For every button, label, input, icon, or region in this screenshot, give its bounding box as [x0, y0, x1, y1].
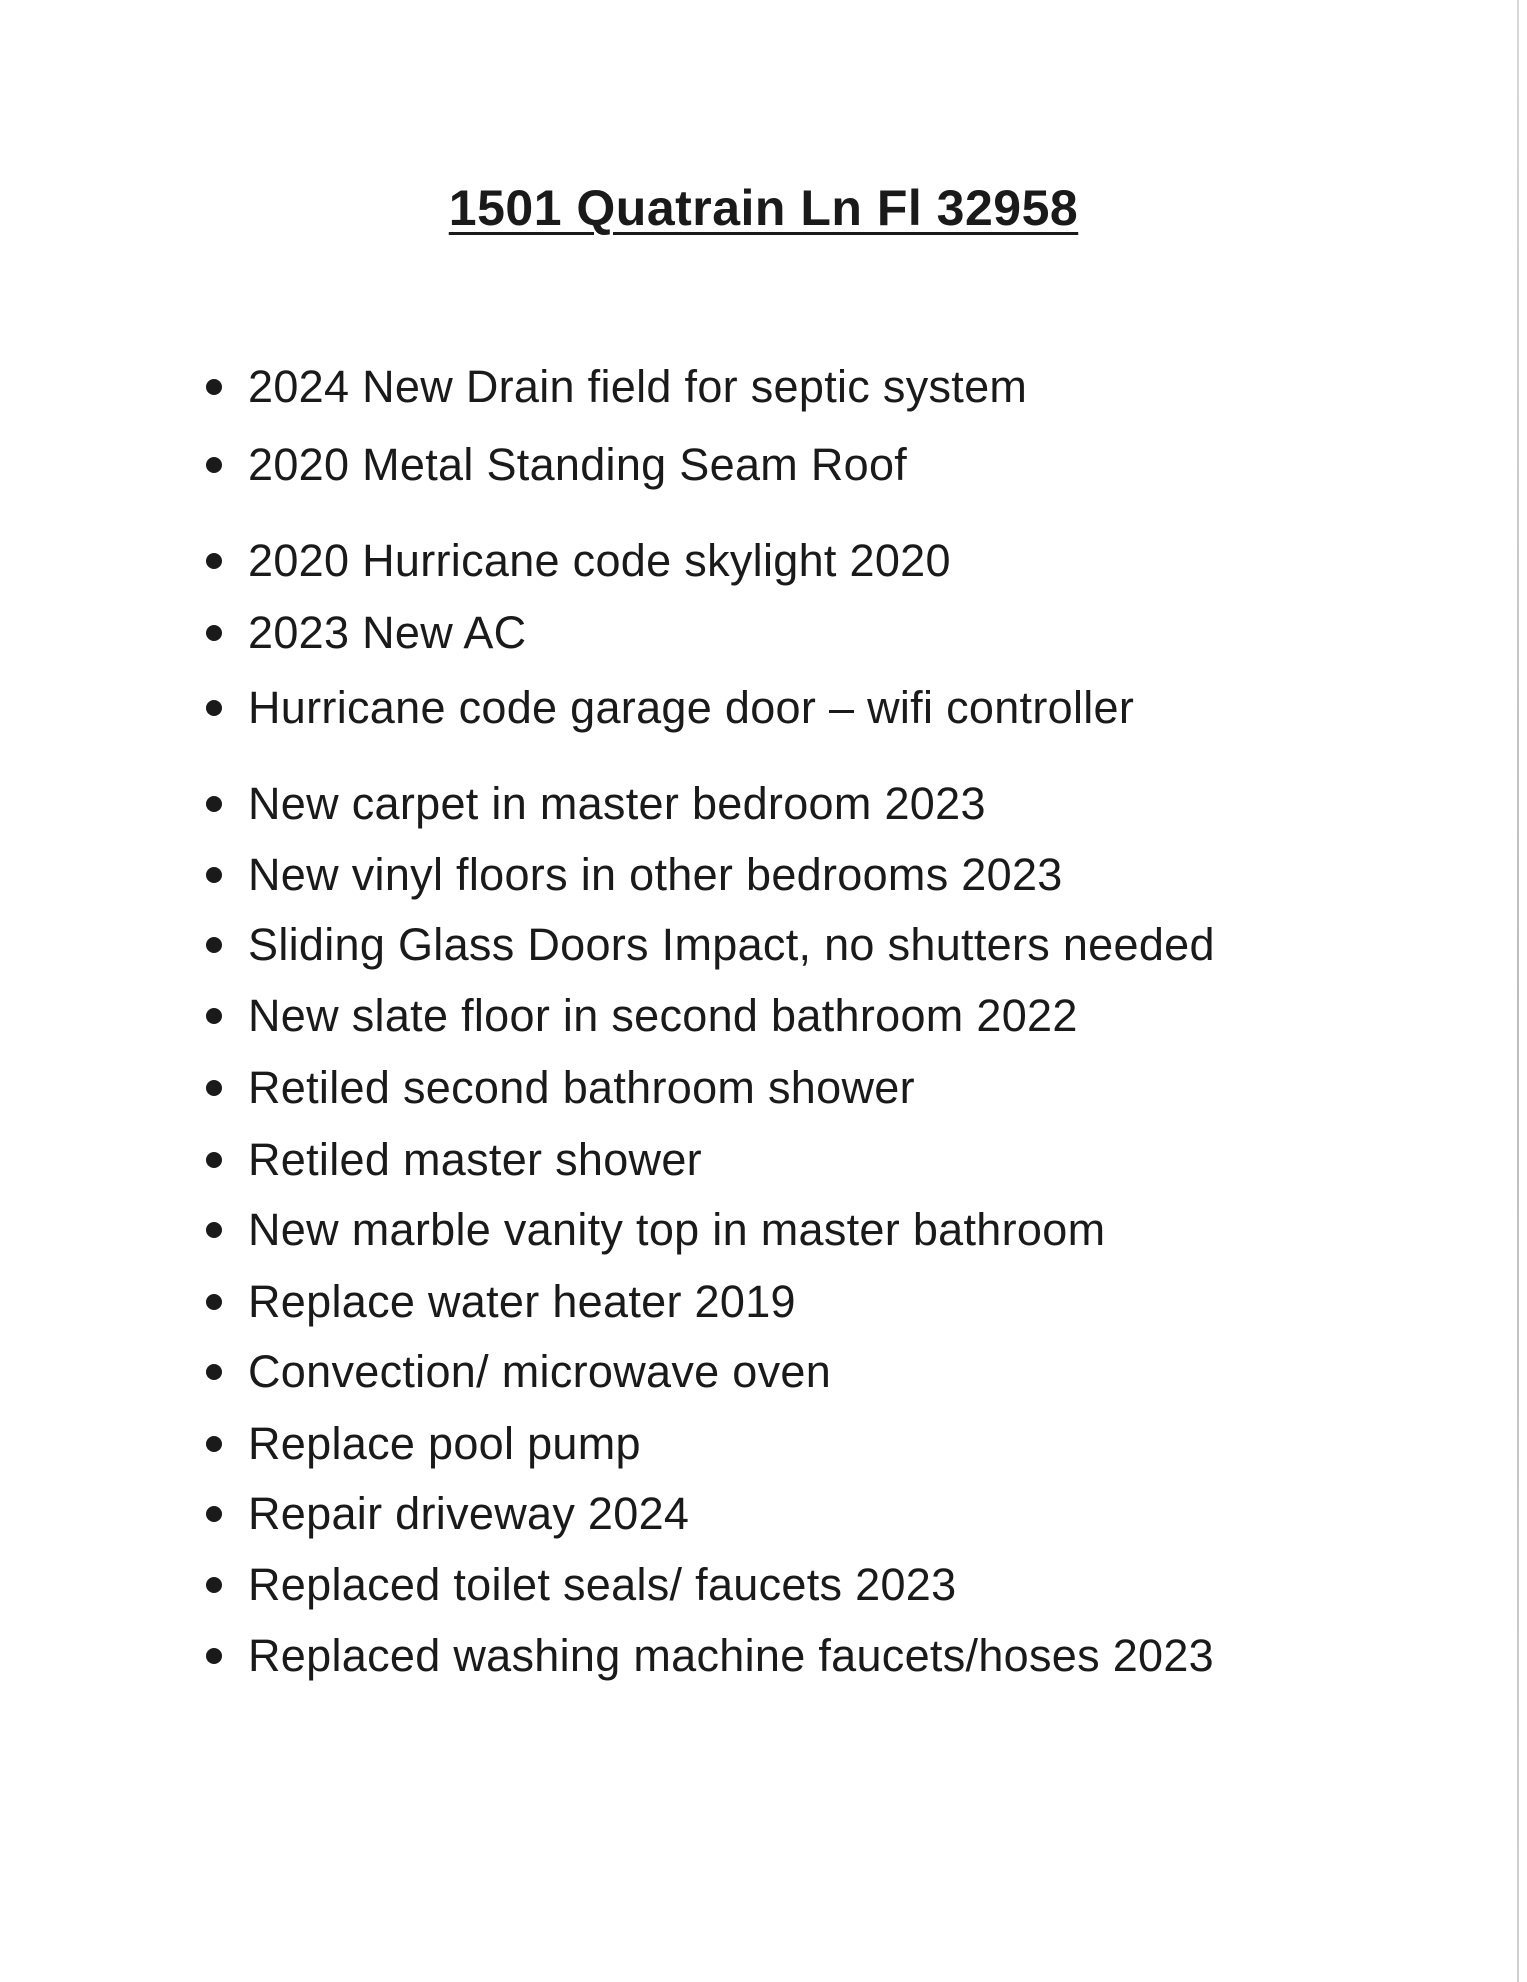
- bullet-icon: [206, 796, 222, 812]
- bullet-icon: [206, 1294, 222, 1310]
- list-item: [206, 915, 1386, 975]
- bullet-icon: [206, 1648, 222, 1664]
- list-item: [206, 1130, 1386, 1190]
- list-item: [206, 678, 1386, 738]
- bullet-icon: [206, 1080, 222, 1096]
- list-item-text: Hurricane code garage door – wifi controller: [248, 682, 1135, 733]
- list-item-text: New slate floor in second bathroom 2022: [248, 990, 1078, 1041]
- list-item-text: Repair driveway 2024: [248, 1488, 690, 1539]
- list-item: [206, 435, 1386, 495]
- list-item: [206, 1626, 1386, 1686]
- list-item: [206, 1414, 1386, 1474]
- bullet-icon: [206, 379, 222, 395]
- bullet-icon: [206, 867, 222, 883]
- list-item: [206, 845, 1386, 905]
- list-item: [206, 603, 1386, 663]
- list-item: [206, 1555, 1386, 1615]
- bullet-icon: [206, 553, 222, 569]
- bullet-icon: [206, 1577, 222, 1593]
- page-title: [0, 178, 1527, 238]
- list-item: [206, 1200, 1386, 1260]
- bullet-icon: [206, 1222, 222, 1238]
- list-item-text: 2020 Hurricane code skylight 2020: [248, 535, 951, 586]
- bullet-icon: [206, 1008, 222, 1024]
- bullet-icon: [206, 457, 222, 473]
- list-item: [206, 357, 1386, 417]
- list-item: [206, 1342, 1386, 1402]
- list-item: [206, 774, 1386, 834]
- scan-edge-shadow: [1517, 0, 1519, 1982]
- list-item-text: New vinyl floors in other bedrooms 2023: [248, 849, 1063, 900]
- list-item-text: Convection/ microwave oven: [248, 1346, 832, 1397]
- list-item-text: Replace water heater 2019: [248, 1276, 796, 1327]
- list-item-text: Sliding Glass Doors Impact, no shutters needed: [248, 919, 1215, 970]
- bullet-icon: [206, 1506, 222, 1522]
- list-item-text: Retiled master shower: [248, 1134, 702, 1185]
- list-item-text: Retiled second bathroom shower: [248, 1062, 915, 1113]
- list-item-text: New marble vanity top in master bathroom: [248, 1204, 1106, 1255]
- list-item-text: New carpet in master bedroom 2023: [248, 778, 986, 829]
- list-item: [206, 1484, 1386, 1544]
- list-item: [206, 531, 1386, 591]
- list-item-text: 2020 Metal Standing Seam Roof: [248, 439, 908, 490]
- list-item-text: 2024 New Drain field for septic system: [248, 361, 1028, 412]
- list-item-text: Replace pool pump: [248, 1418, 641, 1469]
- address-heading: 1501 Quatrain Ln Fl 32958: [448, 180, 1079, 236]
- bullet-icon: [206, 937, 222, 953]
- bullet-icon: [206, 1364, 222, 1380]
- bullet-icon: [206, 1436, 222, 1452]
- bullet-icon: [206, 700, 222, 716]
- list-item: [206, 1272, 1386, 1332]
- list-item: [206, 1058, 1386, 1118]
- bullet-icon: [206, 1152, 222, 1168]
- list-item-text: 2023 New AC: [248, 607, 527, 658]
- list-item-text: Replaced washing machine faucets/hoses 2023: [248, 1630, 1215, 1681]
- list-item-text: Replaced toilet seals/ faucets 2023: [248, 1559, 957, 1610]
- bullet-icon: [206, 625, 222, 641]
- list-item: [206, 986, 1386, 1046]
